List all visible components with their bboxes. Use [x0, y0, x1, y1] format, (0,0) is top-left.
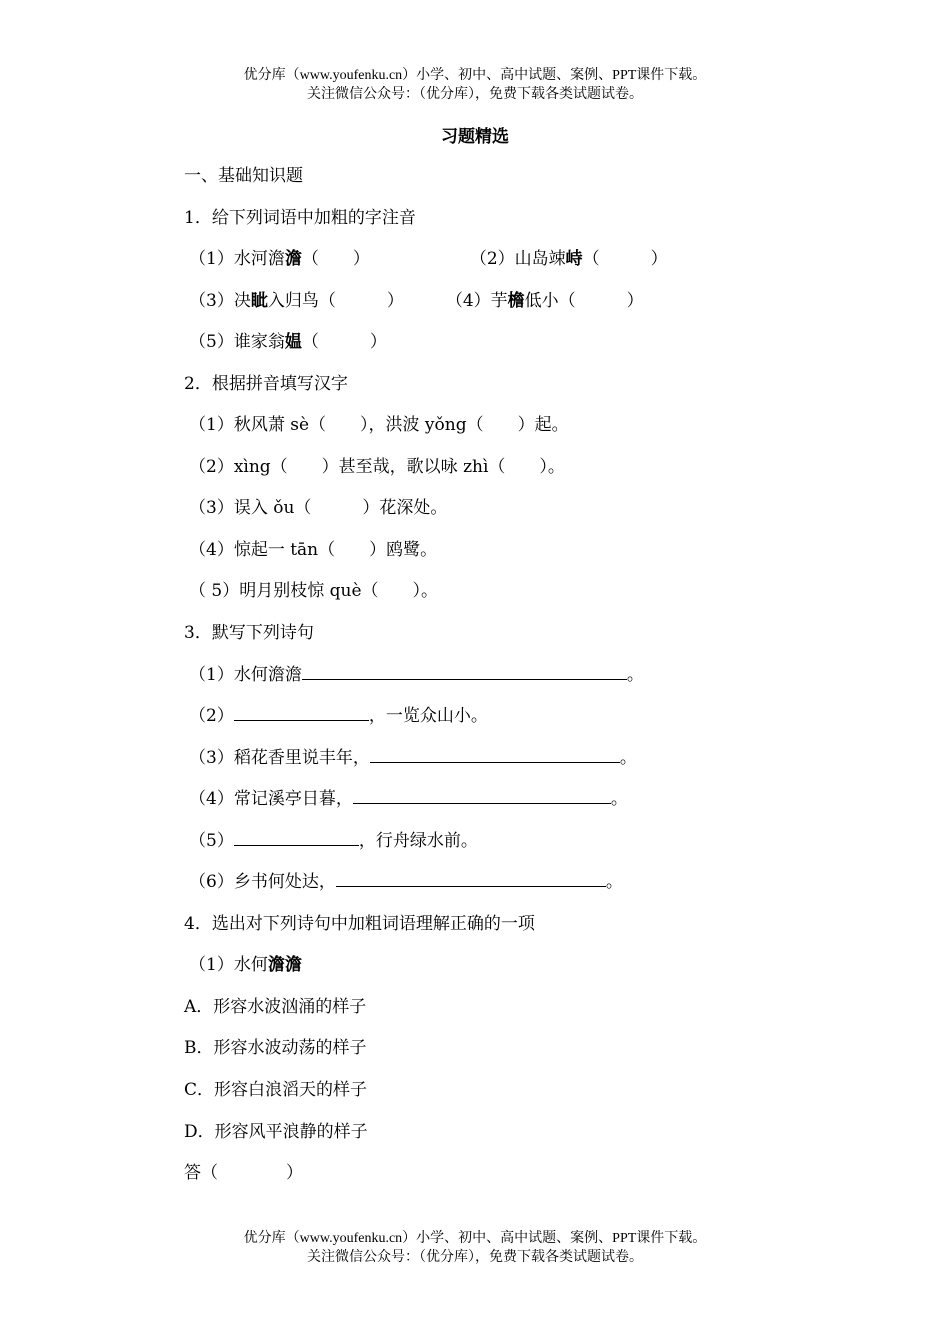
q1-row-1 [189, 243, 784, 285]
q4-option-d[interactable]: D．形容风平浪静的样子 [184, 1121, 368, 1142]
q4-option-c[interactable]: C．形容白浪滔天的样子 [184, 1080, 368, 1101]
q4-answer[interactable]: 答（ ） [184, 1163, 303, 1184]
q2-item-5: （ 5）明月别枝惊 què（ ）。 [189, 581, 439, 602]
q1-title: 1．给下列词语中加粗的字注音 [184, 207, 416, 228]
q3-item-6: （6）乡书何处达， 。 [189, 866, 784, 908]
q3-item-5: （5） ，行舟绿水前。 [189, 825, 784, 867]
q3-item-3: （3）稻花香里说丰年， 。 [189, 742, 784, 784]
q2-item-1: （1）秋风萧 sè（ ），洪波 yǒng（ ）起。 [189, 415, 569, 436]
q2-item-3: （3）误入 ǒu（ ）花深处。 [189, 498, 448, 519]
q4-title: 4．选出对下列诗句中加粗词语理解正确的一项 [184, 913, 535, 934]
answer-blank[interactable] [353, 784, 611, 804]
header-line-1: 优分库（www.youfenku.cn）小学、初中、高中试题、案例、PPT课件下载。 [243, 68, 707, 83]
section-heading: 一、基础知识题 [184, 166, 303, 186]
answer-blank[interactable] [336, 867, 606, 887]
q4-option-a[interactable]: A．形容水波汹涌的样子 [184, 996, 367, 1017]
q2-title: 2．根据拼音填写汉字 [184, 373, 348, 394]
answer-blank[interactable] [302, 660, 627, 680]
header-line-2: 关注微信公众号：（优分库），免费下载各类试题试卷。 [307, 87, 643, 102]
page-title: 习题精选 [441, 127, 509, 147]
answer-blank[interactable] [234, 701, 369, 721]
q1-item-5: （5）谁家翁媪（ ） [189, 332, 387, 353]
page-footer [0, 1229, 950, 1267]
q2-item-4: （4）惊起一 tān（ ）鸥鹭。 [189, 539, 438, 560]
q3-item-4: （4）常记溪亭日暮， 。 [189, 783, 784, 825]
q1-item-2: （2）山岛竦峙（ ） [469, 249, 668, 270]
q4-sub-question: （1）水何澹澹 [189, 955, 302, 976]
q4-option-b[interactable]: B．形容水波动荡的样子 [184, 1038, 367, 1059]
q1-item-4: （4）芋檐低小（ ） [445, 290, 644, 311]
q1-item-1: （1）水河澹澹（ ） [189, 249, 370, 270]
q1-row-2 [189, 285, 784, 327]
q1-item-3: （3）决眦入归鸟（ ） [189, 290, 404, 311]
q3-item-1: （1）水何澹澹 。 [189, 659, 784, 701]
q3-title: 3．默写下列诗句 [184, 623, 314, 644]
footer-line-2: 关注微信公众号：（优分库），免费下载各类试题试卷。 [307, 1250, 643, 1265]
q3-item-2: （2） ，一览众山小。 [189, 700, 784, 742]
q2-item-2: （2）xìng（ ）甚至哉，歌以咏 zhì（ ）。 [189, 456, 565, 477]
exercise-body [184, 160, 784, 1199]
answer-blank[interactable] [370, 743, 620, 763]
page-header [0, 66, 950, 104]
answer-blank[interactable] [234, 826, 359, 846]
footer-line-1: 优分库（www.youfenku.cn）小学、初中、高中试题、案例、PPT课件下载。 [243, 1231, 707, 1246]
